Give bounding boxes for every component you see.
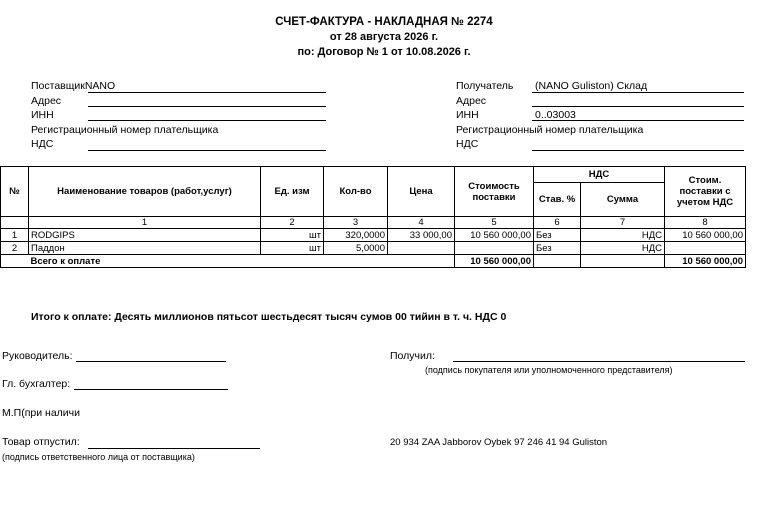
recipient-label: Получатель <box>456 80 514 92</box>
recipient-nds-line <box>532 150 744 151</box>
supplier-nds-line <box>88 150 326 151</box>
head-label: Руководитель: <box>2 350 73 362</box>
row-name: RODGIPS <box>29 229 261 242</box>
header-cost: Стоимость поставки <box>455 167 534 217</box>
supplier-reg-label: Регистрационный номер плательщика <box>31 124 219 136</box>
accountant-label: Гл. бухгалтер: <box>2 378 71 390</box>
row-total: 10 560 000,00 <box>665 229 746 242</box>
supplier-nds-label: НДС <box>31 138 54 150</box>
released-label: Товар отпустил: <box>2 436 80 448</box>
received-signature-line <box>453 361 745 362</box>
row-unit: шт <box>261 229 324 242</box>
table-row <box>1 229 746 242</box>
head-signature-line <box>76 361 226 362</box>
row-price: 33 000,00 <box>388 229 455 242</box>
col-number: 7 <box>581 217 665 229</box>
released-note: (подпись ответственного лица от поставщика) <box>2 452 195 462</box>
payment-summary: Итого к оплате: Десять миллионов пятьсот шестьдесят тысяч сумов 00 тийин в т. ч. НДС 0 <box>31 311 507 323</box>
supplier-value: NANO <box>84 80 116 92</box>
recipient-inn-label: ИНН <box>456 109 479 121</box>
supplier-address-label: Адрес <box>31 95 62 107</box>
row-qty: 5,0000 <box>324 242 388 255</box>
accountant-signature-line <box>74 389 228 390</box>
supplier-underline <box>88 92 326 93</box>
document-contract: по: Договор № 1 от 10.08.2026 г. <box>297 46 471 58</box>
recipient-underline <box>532 92 744 93</box>
row-unit: шт <box>261 242 324 255</box>
column-numbers-row <box>1 217 746 229</box>
col-number: 6 <box>534 217 581 229</box>
document-title: СЧЕТ-ФАКТУРА - НАКЛАДНАЯ № 2274 <box>275 16 493 28</box>
supplier-label: ПоставщикNANO <box>31 80 116 92</box>
header-no: № <box>1 167 29 217</box>
total-row <box>1 255 746 268</box>
header-price: Цена <box>388 167 455 217</box>
table-row <box>1 242 746 255</box>
row-rate: Без <box>534 229 581 242</box>
recipient-address-label: Адрес <box>456 95 487 107</box>
col-number: 1 <box>29 217 261 229</box>
row-cost: 10 560 000,00 <box>455 229 534 242</box>
row-sum: НДС <box>581 242 665 255</box>
header-nds-sum: Сумма <box>581 183 665 217</box>
supplier-inn-label: ИНН <box>31 109 54 121</box>
col-number: 4 <box>388 217 455 229</box>
col-number: 5 <box>455 217 534 229</box>
total-with-nds: 10 560 000,00 <box>665 255 746 268</box>
row-price <box>388 242 455 255</box>
header-qty: Кол-во <box>324 167 388 217</box>
recipient-address-line <box>532 106 744 107</box>
col-number: 2 <box>261 217 324 229</box>
row-rate: Без <box>534 242 581 255</box>
row-no: 2 <box>1 242 29 255</box>
stamp-label: М.П(при наличи <box>2 407 80 419</box>
supplier-inn-line <box>88 120 326 121</box>
document-date: от 28 августа 2026 г. <box>329 31 439 43</box>
total-label: Всего к оплате <box>29 255 455 268</box>
goods-table <box>0 166 746 268</box>
recipient-nds-label: НДС <box>456 138 479 150</box>
recipient-value: (NANO Guliston) Склад <box>535 80 648 92</box>
col-number: 3 <box>324 217 388 229</box>
header-unit: Ед. изм <box>261 167 324 217</box>
header-name: Наименование товаров (работ,услуг) <box>29 167 261 217</box>
header-nds: НДС <box>534 167 665 183</box>
row-qty: 320,0000 <box>324 229 388 242</box>
row-total <box>665 242 746 255</box>
header-nds-rate: Став. % <box>534 183 581 217</box>
recipient-reg-label: Регистрационный номер плательщика <box>456 124 644 136</box>
released-signature-line <box>88 448 260 449</box>
row-sum: НДС <box>581 229 665 242</box>
received-note: (подпись покупателя или уполномоченного представителя) <box>425 365 673 375</box>
total-cost: 10 560 000,00 <box>455 255 534 268</box>
recipient-inn-value: 0..03003 <box>535 109 576 121</box>
col-number: 8 <box>665 217 746 229</box>
row-name: Паддон <box>29 242 261 255</box>
received-label: Получил: <box>390 350 435 362</box>
row-cost <box>455 242 534 255</box>
supplier-address-line <box>88 106 326 107</box>
driver-info: 20 934 ZAA Jabborov Oybek 97 246 41 94 Guliston <box>390 437 608 448</box>
row-no: 1 <box>1 229 29 242</box>
header-total: Стоим. поставки с учетом НДС <box>665 167 746 217</box>
recipient-inn-line <box>532 120 744 121</box>
